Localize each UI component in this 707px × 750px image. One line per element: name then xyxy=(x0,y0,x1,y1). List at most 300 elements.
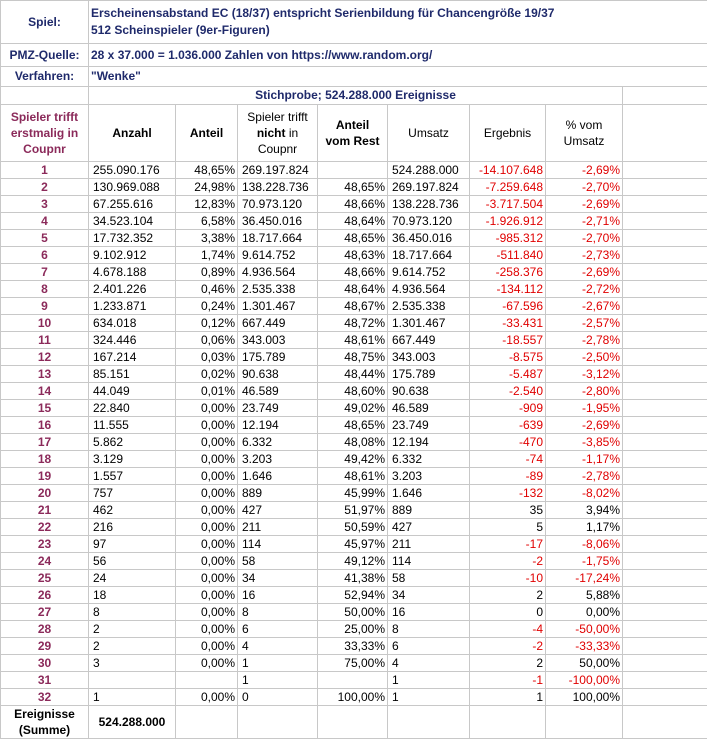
blank-cell[interactable] xyxy=(623,485,707,502)
pmz-label[interactable]: PMZ-Quelle: xyxy=(1,44,89,67)
cell-nicht[interactable]: 6.332 xyxy=(238,434,318,451)
cell-umsatz[interactable]: 1 xyxy=(388,672,470,689)
cell-nicht[interactable]: 34 xyxy=(238,570,318,587)
cell-anteil[interactable]: 0,24% xyxy=(176,298,238,315)
cell-umsatz[interactable]: 70.973.120 xyxy=(388,213,470,230)
cell-anteil[interactable]: 0,00% xyxy=(176,638,238,655)
cell-umsatz[interactable]: 4.936.564 xyxy=(388,281,470,298)
col-header-umsatz[interactable]: Umsatz xyxy=(388,105,470,162)
cell-umsatz[interactable]: 667.449 xyxy=(388,332,470,349)
cell-coupnr[interactable]: 31 xyxy=(1,672,89,689)
cell-rest[interactable] xyxy=(318,162,388,179)
cell-rest[interactable]: 48,61% xyxy=(318,332,388,349)
col-header-ergebnis[interactable]: Ergebnis xyxy=(470,105,546,162)
cell-umsatz[interactable]: 889 xyxy=(388,502,470,519)
cell-anteil[interactable]: 0,01% xyxy=(176,383,238,400)
cell-ergebnis[interactable]: -1 xyxy=(470,672,546,689)
cell-anzahl[interactable]: 167.214 xyxy=(89,349,176,366)
cell-anzahl[interactable]: 18 xyxy=(89,587,176,604)
cell-ergebnis[interactable]: -7.259.648 xyxy=(470,179,546,196)
cell-nicht[interactable]: 1.646 xyxy=(238,468,318,485)
blank-cell[interactable] xyxy=(623,638,707,655)
cell-coupnr[interactable]: 6 xyxy=(1,247,89,264)
cell-pct[interactable]: -2,73% xyxy=(546,247,623,264)
cell-nicht[interactable]: 8 xyxy=(238,604,318,621)
cell-pct[interactable]: -2,67% xyxy=(546,298,623,315)
cell-coupnr[interactable]: 18 xyxy=(1,451,89,468)
blank-cell[interactable] xyxy=(176,706,238,739)
cell-ergebnis[interactable]: -639 xyxy=(470,417,546,434)
cell-ergebnis[interactable]: -258.376 xyxy=(470,264,546,281)
cell-coupnr[interactable]: 15 xyxy=(1,400,89,417)
blank-cell[interactable] xyxy=(623,315,707,332)
cell-anzahl[interactable]: 9.102.912 xyxy=(89,247,176,264)
cell-anteil[interactable]: 0,00% xyxy=(176,570,238,587)
cell-coupnr[interactable]: 24 xyxy=(1,553,89,570)
cell-rest[interactable]: 52,94% xyxy=(318,587,388,604)
cell-coupnr[interactable]: 19 xyxy=(1,468,89,485)
cell-pct[interactable]: -2,69% xyxy=(546,264,623,281)
cell-ergebnis[interactable]: -4 xyxy=(470,621,546,638)
cell-umsatz[interactable]: 90.638 xyxy=(388,383,470,400)
cell-rest[interactable]: 48,66% xyxy=(318,264,388,281)
cell-anteil[interactable]: 0,00% xyxy=(176,689,238,706)
cell-anteil[interactable]: 0,00% xyxy=(176,519,238,536)
cell-anzahl[interactable]: 17.732.352 xyxy=(89,230,176,247)
cell-coupnr[interactable]: 14 xyxy=(1,383,89,400)
cell-umsatz[interactable]: 269.197.824 xyxy=(388,179,470,196)
cell-nicht[interactable]: 36.450.016 xyxy=(238,213,318,230)
cell-ergebnis[interactable]: -14.107.648 xyxy=(470,162,546,179)
cell-umsatz[interactable]: 23.749 xyxy=(388,417,470,434)
cell-anzahl[interactable]: 22.840 xyxy=(89,400,176,417)
cell-anteil[interactable]: 24,98% xyxy=(176,179,238,196)
cell-rest[interactable]: 50,59% xyxy=(318,519,388,536)
cell-ergebnis[interactable]: -5.487 xyxy=(470,366,546,383)
cell-nicht[interactable]: 58 xyxy=(238,553,318,570)
cell-rest[interactable]: 41,38% xyxy=(318,570,388,587)
cell-rest[interactable]: 48,65% xyxy=(318,417,388,434)
cell-ergebnis[interactable]: -909 xyxy=(470,400,546,417)
cell-anzahl[interactable]: 2 xyxy=(89,621,176,638)
blank-cell[interactable] xyxy=(623,417,707,434)
cell-anteil[interactable]: 0,00% xyxy=(176,536,238,553)
cell-anzahl[interactable]: 56 xyxy=(89,553,176,570)
cell-pct[interactable]: -2,78% xyxy=(546,468,623,485)
cell-anteil[interactable]: 0,06% xyxy=(176,332,238,349)
cell-pct[interactable]: -2,69% xyxy=(546,162,623,179)
blank-cell[interactable] xyxy=(623,264,707,281)
cell-nicht[interactable]: 12.194 xyxy=(238,417,318,434)
cell-nicht[interactable]: 667.449 xyxy=(238,315,318,332)
blank-cell[interactable] xyxy=(623,162,707,179)
cell-umsatz[interactable]: 1.646 xyxy=(388,485,470,502)
cell-coupnr[interactable]: 4 xyxy=(1,213,89,230)
cell-anzahl[interactable]: 3.129 xyxy=(89,451,176,468)
cell-pct[interactable]: -2,57% xyxy=(546,315,623,332)
cell-umsatz[interactable]: 18.717.664 xyxy=(388,247,470,264)
cell-nicht[interactable]: 175.789 xyxy=(238,349,318,366)
cell-rest[interactable]: 48,72% xyxy=(318,315,388,332)
cell-anzahl[interactable]: 324.446 xyxy=(89,332,176,349)
cell-nicht[interactable]: 0 xyxy=(238,689,318,706)
cell-anteil[interactable]: 0,00% xyxy=(176,655,238,672)
cell-pct[interactable]: -50,00% xyxy=(546,621,623,638)
cell-coupnr[interactable]: 3 xyxy=(1,196,89,213)
cell-pct[interactable]: 0,00% xyxy=(546,604,623,621)
cell-coupnr[interactable]: 20 xyxy=(1,485,89,502)
cell-rest[interactable]: 48,60% xyxy=(318,383,388,400)
cell-rest[interactable]: 48,65% xyxy=(318,179,388,196)
cell-anteil[interactable]: 48,65% xyxy=(176,162,238,179)
col-header-anteil[interactable]: Anteil xyxy=(176,105,238,162)
cell-ergebnis[interactable]: -17 xyxy=(470,536,546,553)
cell-ergebnis[interactable]: -89 xyxy=(470,468,546,485)
cell-anzahl[interactable]: 11.555 xyxy=(89,417,176,434)
col-header-nicht[interactable] xyxy=(238,105,318,162)
cell-pct[interactable]: -2,50% xyxy=(546,349,623,366)
cell-ergebnis[interactable]: 2 xyxy=(470,655,546,672)
cell-umsatz[interactable]: 46.589 xyxy=(388,400,470,417)
spiel-value[interactable] xyxy=(89,1,707,44)
col-header-pct[interactable] xyxy=(546,105,623,162)
cell-anteil[interactable]: 0,00% xyxy=(176,434,238,451)
cell-anzahl[interactable]: 2 xyxy=(89,638,176,655)
cell-coupnr[interactable]: 2 xyxy=(1,179,89,196)
cell-ergebnis[interactable]: -74 xyxy=(470,451,546,468)
cell-anzahl[interactable]: 216 xyxy=(89,519,176,536)
cell-pct[interactable]: 3,94% xyxy=(546,502,623,519)
cell-umsatz[interactable]: 524.288.000 xyxy=(388,162,470,179)
blank-cell[interactable] xyxy=(623,213,707,230)
cell-anteil[interactable]: 0,00% xyxy=(176,604,238,621)
cell-rest[interactable]: 48,64% xyxy=(318,281,388,298)
cell-ergebnis[interactable]: -18.557 xyxy=(470,332,546,349)
cell-coupnr[interactable]: 11 xyxy=(1,332,89,349)
cell-coupnr[interactable]: 30 xyxy=(1,655,89,672)
cell-umsatz[interactable]: 12.194 xyxy=(388,434,470,451)
cell-pct[interactable]: -33,33% xyxy=(546,638,623,655)
cell-pct[interactable]: -2,69% xyxy=(546,417,623,434)
cell-nicht[interactable]: 16 xyxy=(238,587,318,604)
cell-ergebnis[interactable]: -134.112 xyxy=(470,281,546,298)
cell-umsatz[interactable]: 114 xyxy=(388,553,470,570)
sample-title[interactable]: Stichprobe; 524.288.000 Ereignisse xyxy=(89,87,623,105)
cell-rest[interactable]: 48,61% xyxy=(318,468,388,485)
cell-rest[interactable]: 48,75% xyxy=(318,349,388,366)
blank-cell[interactable] xyxy=(623,451,707,468)
cell-umsatz[interactable]: 1.301.467 xyxy=(388,315,470,332)
blank-cell[interactable] xyxy=(623,179,707,196)
cell-ergebnis[interactable]: 5 xyxy=(470,519,546,536)
verfahren-label[interactable]: Verfahren: xyxy=(1,67,89,87)
cell-ergebnis[interactable]: -1.926.912 xyxy=(470,213,546,230)
cell-nicht[interactable]: 343.003 xyxy=(238,332,318,349)
cell-anteil[interactable]: 0,12% xyxy=(176,315,238,332)
cell-anteil[interactable]: 3,38% xyxy=(176,230,238,247)
cell-umsatz[interactable]: 175.789 xyxy=(388,366,470,383)
blank-cell[interactable] xyxy=(546,706,623,739)
cell-anzahl[interactable]: 3 xyxy=(89,655,176,672)
blank-cell[interactable] xyxy=(623,349,707,366)
cell-rest[interactable]: 48,08% xyxy=(318,434,388,451)
cell-anteil[interactable]: 0,00% xyxy=(176,417,238,434)
blank-cell[interactable] xyxy=(623,247,707,264)
blank-cell[interactable] xyxy=(623,281,707,298)
cell-umsatz[interactable]: 8 xyxy=(388,621,470,638)
cell-umsatz[interactable]: 427 xyxy=(388,519,470,536)
cell-anzahl[interactable]: 4.678.188 xyxy=(89,264,176,281)
cell-pct[interactable]: -2,70% xyxy=(546,179,623,196)
footer-label[interactable] xyxy=(1,706,89,739)
cell-nicht[interactable]: 3.203 xyxy=(238,451,318,468)
cell-coupnr[interactable]: 8 xyxy=(1,281,89,298)
cell-nicht[interactable]: 1 xyxy=(238,655,318,672)
cell-anteil[interactable]: 0,00% xyxy=(176,553,238,570)
cell-pct[interactable]: 50,00% xyxy=(546,655,623,672)
cell-rest[interactable]: 100,00% xyxy=(318,689,388,706)
cell-anzahl[interactable]: 1.233.871 xyxy=(89,298,176,315)
cell-pct[interactable]: -2,70% xyxy=(546,230,623,247)
cell-rest[interactable]: 49,42% xyxy=(318,451,388,468)
cell-coupnr[interactable]: 22 xyxy=(1,519,89,536)
cell-rest[interactable]: 48,65% xyxy=(318,230,388,247)
cell-ergebnis[interactable]: -10 xyxy=(470,570,546,587)
cell-nicht[interactable]: 889 xyxy=(238,485,318,502)
cell-pct[interactable]: -1,75% xyxy=(546,553,623,570)
cell-anteil[interactable]: 0,00% xyxy=(176,400,238,417)
cell-anzahl[interactable]: 85.151 xyxy=(89,366,176,383)
blank-cell[interactable] xyxy=(623,672,707,689)
cell-anzahl[interactable]: 130.969.088 xyxy=(89,179,176,196)
footer-total[interactable]: 524.288.000 xyxy=(89,706,176,739)
cell-coupnr[interactable]: 26 xyxy=(1,587,89,604)
cell-anteil[interactable] xyxy=(176,672,238,689)
cell-pct[interactable]: -2,71% xyxy=(546,213,623,230)
blank-cell[interactable] xyxy=(623,689,707,706)
cell-coupnr[interactable]: 27 xyxy=(1,604,89,621)
cell-anzahl[interactable]: 8 xyxy=(89,604,176,621)
cell-nicht[interactable]: 18.717.664 xyxy=(238,230,318,247)
cell-anzahl[interactable]: 34.523.104 xyxy=(89,213,176,230)
cell-anteil[interactable]: 0,00% xyxy=(176,468,238,485)
cell-rest[interactable]: 51,97% xyxy=(318,502,388,519)
blank-cell[interactable] xyxy=(623,655,707,672)
cell-anteil[interactable]: 6,58% xyxy=(176,213,238,230)
cell-ergebnis[interactable]: -2 xyxy=(470,638,546,655)
cell-anteil[interactable]: 0,00% xyxy=(176,587,238,604)
cell-coupnr[interactable]: 5 xyxy=(1,230,89,247)
blank-cell[interactable] xyxy=(623,706,707,739)
cell-umsatz[interactable]: 58 xyxy=(388,570,470,587)
cell-ergebnis[interactable]: 35 xyxy=(470,502,546,519)
cell-rest[interactable]: 48,67% xyxy=(318,298,388,315)
cell-nicht[interactable]: 427 xyxy=(238,502,318,519)
cell-umsatz[interactable]: 4 xyxy=(388,655,470,672)
blank-cell[interactable] xyxy=(623,570,707,587)
cell-umsatz[interactable]: 6.332 xyxy=(388,451,470,468)
cell-anzahl[interactable]: 67.255.616 xyxy=(89,196,176,213)
blank-cell[interactable] xyxy=(623,298,707,315)
cell-pct[interactable]: 100,00% xyxy=(546,689,623,706)
cell-umsatz[interactable]: 211 xyxy=(388,536,470,553)
cell-coupnr[interactable]: 7 xyxy=(1,264,89,281)
cell-anzahl[interactable]: 634.018 xyxy=(89,315,176,332)
cell-anzahl[interactable]: 1.557 xyxy=(89,468,176,485)
cell-ergebnis[interactable]: -3.717.504 xyxy=(470,196,546,213)
cell-anzahl[interactable]: 757 xyxy=(89,485,176,502)
cell-pct[interactable]: 5,88% xyxy=(546,587,623,604)
cell-anzahl[interactable]: 5.862 xyxy=(89,434,176,451)
cell-coupnr[interactable]: 25 xyxy=(1,570,89,587)
cell-umsatz[interactable]: 2.535.338 xyxy=(388,298,470,315)
cell-anteil[interactable]: 0,00% xyxy=(176,451,238,468)
cell-anzahl[interactable]: 44.049 xyxy=(89,383,176,400)
cell-nicht[interactable]: 4 xyxy=(238,638,318,655)
spiel-label[interactable]: Spiel: xyxy=(1,1,89,44)
blank-cell[interactable] xyxy=(623,383,707,400)
cell-nicht[interactable]: 211 xyxy=(238,519,318,536)
cell-umsatz[interactable]: 36.450.016 xyxy=(388,230,470,247)
cell-rest[interactable]: 25,00% xyxy=(318,621,388,638)
cell-ergebnis[interactable]: 2 xyxy=(470,587,546,604)
cell-umsatz[interactable]: 16 xyxy=(388,604,470,621)
cell-anzahl[interactable]: 462 xyxy=(89,502,176,519)
cell-anzahl[interactable]: 255.090.176 xyxy=(89,162,176,179)
blank-cell[interactable] xyxy=(623,87,707,105)
cell-anteil[interactable]: 0,00% xyxy=(176,621,238,638)
cell-nicht[interactable]: 6 xyxy=(238,621,318,638)
cell-rest[interactable]: 49,12% xyxy=(318,553,388,570)
cell-coupnr[interactable]: 12 xyxy=(1,349,89,366)
cell-pct[interactable]: -8,02% xyxy=(546,485,623,502)
cell-umsatz[interactable]: 1 xyxy=(388,689,470,706)
cell-pct[interactable]: -1,95% xyxy=(546,400,623,417)
cell-umsatz[interactable]: 138.228.736 xyxy=(388,196,470,213)
cell-rest[interactable]: 45,99% xyxy=(318,485,388,502)
cell-coupnr[interactable]: 23 xyxy=(1,536,89,553)
cell-umsatz[interactable]: 34 xyxy=(388,587,470,604)
cell-pct[interactable]: -2,78% xyxy=(546,332,623,349)
cell-nicht[interactable]: 4.936.564 xyxy=(238,264,318,281)
cell-pct[interactable]: -1,17% xyxy=(546,451,623,468)
cell-nicht[interactable]: 1.301.467 xyxy=(238,298,318,315)
blank-cell[interactable] xyxy=(623,553,707,570)
cell-pct[interactable]: -2,80% xyxy=(546,383,623,400)
blank-cell[interactable] xyxy=(623,468,707,485)
cell-nicht[interactable]: 46.589 xyxy=(238,383,318,400)
cell-rest[interactable]: 48,66% xyxy=(318,196,388,213)
cell-nicht[interactable]: 9.614.752 xyxy=(238,247,318,264)
col-header-rest[interactable] xyxy=(318,105,388,162)
blank-cell[interactable] xyxy=(623,230,707,247)
cell-nicht[interactable]: 114 xyxy=(238,536,318,553)
cell-umsatz[interactable]: 343.003 xyxy=(388,349,470,366)
cell-nicht[interactable]: 1 xyxy=(238,672,318,689)
cell-ergebnis[interactable]: -8.575 xyxy=(470,349,546,366)
cell-anteil[interactable]: 0,03% xyxy=(176,349,238,366)
cell-pct[interactable]: -3,12% xyxy=(546,366,623,383)
cell-coupnr[interactable]: 29 xyxy=(1,638,89,655)
cell-rest[interactable] xyxy=(318,672,388,689)
cell-rest[interactable]: 75,00% xyxy=(318,655,388,672)
cell-anzahl[interactable]: 97 xyxy=(89,536,176,553)
cell-ergebnis[interactable]: -132 xyxy=(470,485,546,502)
cell-ergebnis[interactable]: -511.840 xyxy=(470,247,546,264)
blank-cell[interactable] xyxy=(623,400,707,417)
blank-cell[interactable] xyxy=(623,536,707,553)
blank-cell[interactable] xyxy=(623,587,707,604)
cell-pct[interactable]: 1,17% xyxy=(546,519,623,536)
cell-umsatz[interactable]: 9.614.752 xyxy=(388,264,470,281)
cell-nicht[interactable]: 2.535.338 xyxy=(238,281,318,298)
cell-ergebnis[interactable]: -470 xyxy=(470,434,546,451)
cell-coupnr[interactable]: 13 xyxy=(1,366,89,383)
cell-coupnr[interactable]: 21 xyxy=(1,502,89,519)
blank-cell[interactable] xyxy=(623,332,707,349)
cell-coupnr[interactable]: 17 xyxy=(1,434,89,451)
cell-ergebnis[interactable]: -33.431 xyxy=(470,315,546,332)
cell-ergebnis[interactable]: -985.312 xyxy=(470,230,546,247)
cell-ergebnis[interactable]: -2 xyxy=(470,553,546,570)
cell-anteil[interactable]: 0,00% xyxy=(176,485,238,502)
blank-cell[interactable] xyxy=(623,105,707,162)
cell-umsatz[interactable]: 3.203 xyxy=(388,468,470,485)
cell-ergebnis[interactable]: 1 xyxy=(470,689,546,706)
cell-pct[interactable]: -2,72% xyxy=(546,281,623,298)
cell-ergebnis[interactable]: 0 xyxy=(470,604,546,621)
blank-cell[interactable] xyxy=(623,434,707,451)
cell-rest[interactable]: 48,63% xyxy=(318,247,388,264)
cell-anzahl[interactable]: 2.401.226 xyxy=(89,281,176,298)
cell-rest[interactable]: 49,02% xyxy=(318,400,388,417)
cell-anzahl[interactable]: 1 xyxy=(89,689,176,706)
cell-coupnr[interactable]: 28 xyxy=(1,621,89,638)
col-header-coupnr[interactable] xyxy=(1,105,89,162)
cell-coupnr[interactable]: 16 xyxy=(1,417,89,434)
cell-nicht[interactable]: 269.197.824 xyxy=(238,162,318,179)
cell-nicht[interactable]: 70.973.120 xyxy=(238,196,318,213)
cell-coupnr[interactable]: 9 xyxy=(1,298,89,315)
cell-rest[interactable]: 33,33% xyxy=(318,638,388,655)
cell-anteil[interactable]: 0,46% xyxy=(176,281,238,298)
cell-coupnr[interactable]: 1 xyxy=(1,162,89,179)
cell-rest[interactable]: 50,00% xyxy=(318,604,388,621)
cell-coupnr[interactable]: 32 xyxy=(1,689,89,706)
cell-anzahl[interactable]: 24 xyxy=(89,570,176,587)
cell-anteil[interactable]: 0,00% xyxy=(176,502,238,519)
cell-rest[interactable]: 48,64% xyxy=(318,213,388,230)
blank-cell[interactable] xyxy=(388,706,470,739)
blank-cell[interactable] xyxy=(1,87,89,105)
cell-rest[interactable]: 45,97% xyxy=(318,536,388,553)
cell-coupnr[interactable]: 10 xyxy=(1,315,89,332)
blank-cell[interactable] xyxy=(623,621,707,638)
cell-anteil[interactable]: 0,89% xyxy=(176,264,238,281)
cell-umsatz[interactable]: 6 xyxy=(388,638,470,655)
cell-nicht[interactable]: 138.228.736 xyxy=(238,179,318,196)
blank-cell[interactable] xyxy=(623,519,707,536)
cell-nicht[interactable]: 23.749 xyxy=(238,400,318,417)
blank-cell[interactable] xyxy=(623,366,707,383)
cell-pct[interactable]: -8,06% xyxy=(546,536,623,553)
cell-pct[interactable]: -3,85% xyxy=(546,434,623,451)
cell-pct[interactable]: -100,00% xyxy=(546,672,623,689)
cell-nicht[interactable]: 90.638 xyxy=(238,366,318,383)
cell-ergebnis[interactable]: -2.540 xyxy=(470,383,546,400)
cell-rest[interactable]: 48,44% xyxy=(318,366,388,383)
cell-pct[interactable]: -17,24% xyxy=(546,570,623,587)
